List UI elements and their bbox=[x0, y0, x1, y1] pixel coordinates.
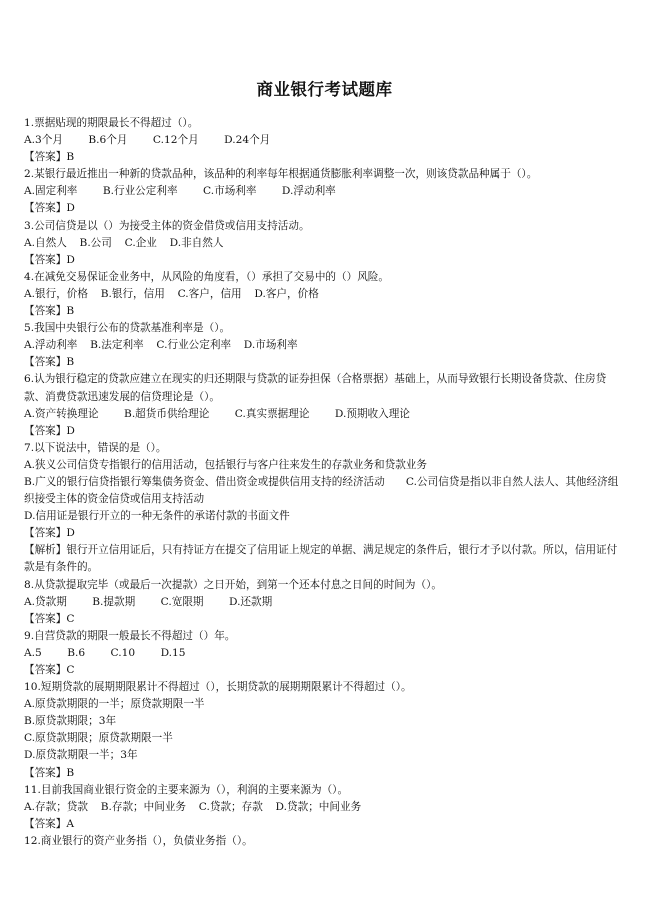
option-d: D.客户，价格 bbox=[254, 287, 319, 300]
question-1-options bbox=[24, 132, 620, 149]
option-b: B.超货币供给理论 bbox=[124, 407, 210, 420]
question-7: 7.以下说法中，错误的是（）。 bbox=[24, 441, 167, 454]
answer-2: 【答案】D bbox=[24, 202, 75, 215]
option-b: B.6个月 bbox=[88, 134, 128, 147]
option-a: A.资产转换理论 bbox=[24, 407, 99, 420]
question-12: 12.商业银行的资产业务指（），负债业务指（）。 bbox=[24, 834, 253, 847]
option-d: D.浮动利率 bbox=[281, 185, 336, 198]
option-c: C.贷款；存款 bbox=[198, 800, 263, 813]
option-d: D.市场利率 bbox=[243, 339, 298, 352]
question-10-option-d: D.原贷款期限一半；3年 bbox=[24, 749, 138, 762]
option-a: A.银行，价格 bbox=[24, 287, 88, 300]
answer-7: 【答案】D bbox=[24, 527, 75, 540]
option-a: A.固定利率 bbox=[24, 185, 78, 198]
question-4-options bbox=[24, 286, 620, 303]
option-b: B.6 bbox=[67, 646, 86, 659]
question-3: 3.公司信贷是以（）为接受主体的资金借贷或信用支持活动。 bbox=[24, 219, 310, 232]
option-c: C.10 bbox=[110, 646, 136, 659]
question-1: 1.票据贴现的期限最长不得超过（）。 bbox=[24, 117, 199, 129]
answer-11: 【答案】A bbox=[24, 817, 75, 830]
question-10-option-a: A.原贷款期限的一半；原贷款期限一半 bbox=[24, 698, 205, 711]
option-d: D.非自然人 bbox=[169, 236, 224, 249]
answer-10: 【答案】B bbox=[24, 766, 75, 779]
question-7-option-a: A.狭义公司信贷专指银行的信用活动，包括银行与客户往来发生的存款业务和贷款业务 bbox=[24, 458, 427, 471]
option-c: C.宽限期 bbox=[160, 595, 204, 608]
question-11: 11.目前我国商业银行资金的主要来源为（），利润的主要来源为（）。 bbox=[24, 783, 349, 796]
option-c: C.真实票据理论 bbox=[234, 407, 310, 420]
question-2: 2.某银行最近推出一种新的贷款品种，该品种的利率每年根据通货膨胀利率调整一次，则该贷款品种属于（）。 bbox=[24, 168, 538, 181]
option-c: C.客户，信用 bbox=[177, 287, 242, 300]
question-list bbox=[24, 115, 620, 850]
option-d: D.15 bbox=[160, 646, 186, 659]
question-11-options bbox=[24, 799, 620, 816]
answer-9: 【答案】C bbox=[24, 664, 75, 676]
option-a: A.贷款期 bbox=[24, 595, 67, 608]
question-5-options bbox=[24, 337, 620, 354]
question-10: 10.短期贷款的展期期限累计不得超过（），长期贷款的展期期限累计不得超过（）。 bbox=[24, 681, 412, 694]
question-6-options bbox=[24, 406, 620, 423]
answer-1: 【答案】B bbox=[24, 151, 75, 164]
answer-3: 【答案】D bbox=[24, 253, 75, 266]
answer-5: 【答案】B bbox=[24, 356, 75, 369]
question-6: 6.认为银行稳定的贷款应建立在现实的归还期限与贷款的证券担保（合格票据）基础上，从而导致银行长期设备贷款、住房贷款、消费贷款迅速发展的信贷理论是（）。 bbox=[24, 373, 607, 403]
question-10-option-c: C.原贷款期限；原贷款期限一半 bbox=[24, 732, 173, 745]
question-9-options bbox=[24, 645, 620, 662]
page-title: 商业银行考试题库 bbox=[256, 80, 393, 99]
option-b: B.行业公定利率 bbox=[102, 185, 178, 198]
option-c: C.行业公定利率 bbox=[156, 339, 232, 352]
question-8-options bbox=[24, 594, 620, 611]
option-b: B.存款；中间业务 bbox=[100, 800, 187, 813]
option-b: B.公司 bbox=[79, 236, 112, 249]
option-c: C.企业 bbox=[124, 236, 157, 249]
question-7-option-d: D.信用证是银行开立的一种无条件的承诺付款的书面文件 bbox=[24, 510, 290, 523]
option-b: B.银行，信用 bbox=[100, 287, 165, 300]
option-c: C.市场利率 bbox=[203, 185, 257, 198]
answer-6: 【答案】D bbox=[24, 424, 75, 437]
option-a: A.5 bbox=[24, 646, 42, 659]
option-c: C.12个月 bbox=[152, 134, 199, 147]
option-b: B.法定利率 bbox=[90, 339, 144, 352]
option-a: A.存款；贷款 bbox=[24, 800, 88, 813]
explanation-7: 【解析】银行开立信用证后，只有持证方在提交了信用证上规定的单据、满足规定的条件后，银行才予以付款。所以，信用证付款是有条件的。 bbox=[24, 544, 618, 574]
option-a: A.自然人 bbox=[24, 236, 67, 249]
option-d: D.预期收入理论 bbox=[334, 407, 410, 420]
question-10-option-b: B.原贷款期限；3年 bbox=[24, 715, 117, 728]
question-7-option-b-c: B.广义的银行信贷指银行筹集债务资金、借出资金或提供信用支持的经济活动 C.公司信贷是指以非自然人法人、其他经济组织接受主体的资金信贷或信用支持活动 bbox=[24, 475, 619, 506]
option-d: D.24个月 bbox=[224, 134, 271, 147]
question-2-options bbox=[24, 183, 620, 200]
option-d: D.贷款；中间业务 bbox=[275, 800, 362, 813]
answer-4: 【答案】B bbox=[24, 305, 75, 318]
question-3-options bbox=[24, 235, 620, 252]
option-b: B.提款期 bbox=[92, 595, 136, 608]
question-5: 5.我国中央银行公布的贷款基准利率是（）。 bbox=[24, 322, 231, 335]
question-9: 9.自营贷款的期限一般最长不得超过（）年。 bbox=[24, 629, 236, 642]
option-a: A.浮动利率 bbox=[24, 339, 78, 352]
question-4: 4.在减免交易保证金业务中，从风险的角度看，（）承担了交易中的（）风险。 bbox=[24, 270, 389, 283]
option-a: A.3个月 bbox=[24, 134, 63, 147]
answer-8: 【答案】C bbox=[24, 612, 75, 625]
option-d: D.还款期 bbox=[228, 595, 273, 608]
question-8: 8.从贷款提取完毕（或最后一次提款）之日开始，到第一个还本付息之日间的时间为（）。 bbox=[24, 578, 442, 591]
